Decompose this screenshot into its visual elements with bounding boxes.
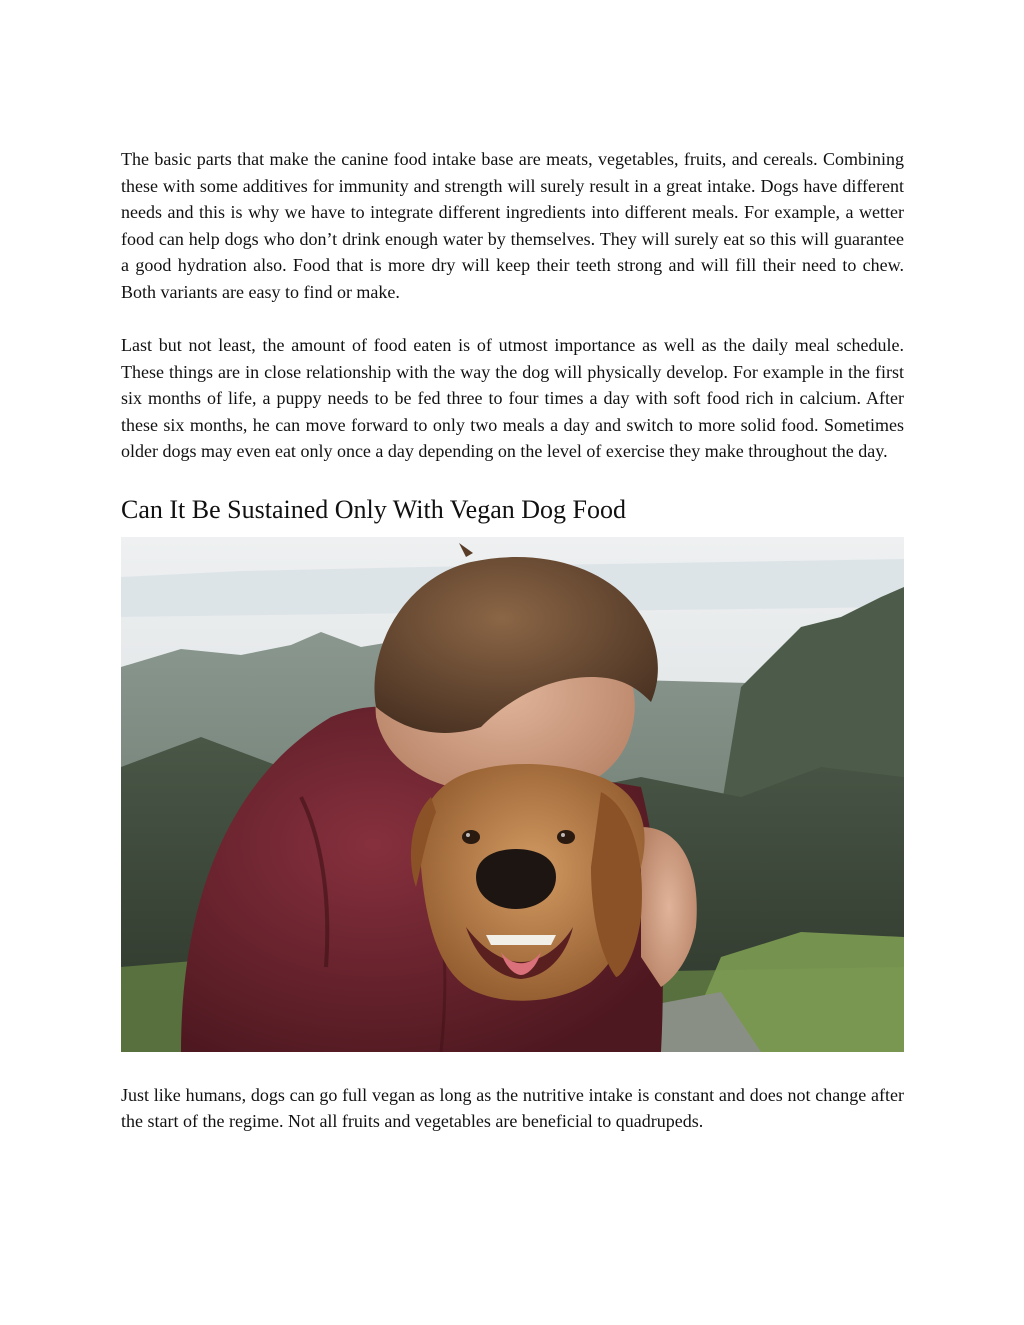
- dog-eye-right: [557, 830, 575, 844]
- dog-nose: [476, 849, 556, 909]
- dog-teeth: [486, 935, 556, 945]
- body-paragraph-3: Just like humans, dogs can go full vegan as long as the nutritive intake is constant and does not change after the start of the regime. Not all fruits and vegetables are beneficial to quadrupeds.: [121, 1084, 904, 1131]
- photo-illustration: [121, 537, 904, 1052]
- man-hugging-dog-photo: [121, 537, 904, 1052]
- dog-eye-left: [462, 830, 480, 844]
- section-heading: Can It Be Sustained Only With Vegan Dog Food: [121, 494, 626, 524]
- document-page: [121, 146, 904, 1135]
- body-paragraph-1: The basic parts that make the canine food intake base are meats, vegetables, fruits, and cereals. Combining these with some additives for immunity and strength will surely result in a great intake. Dogs have different needs and this is why we have to integrate different ingredients into different meals. For example, a wetter food can help dogs who don’t drink enough water by themselves. They will surely eat so this will guarantee a good hydration also. Food that is more dry will keep their teeth strong and will fill their need to chew. Both variants are easy to find or make.: [121, 149, 904, 302]
- body-paragraph-2: Last but not least, the amount of food eaten is of utmost importance as well as the daily meal schedule. These things are in close relationship with the way the dog will physically develop. For example in the first six months of life, a puppy needs to be fed three to four times a day with soft food rich in calcium. After these six months, he can move forward to only two meals a day and switch to more solid food. Sometimes older dogs may even eat only once a day depending on the level of exercise they make throughout the day.: [121, 335, 904, 461]
